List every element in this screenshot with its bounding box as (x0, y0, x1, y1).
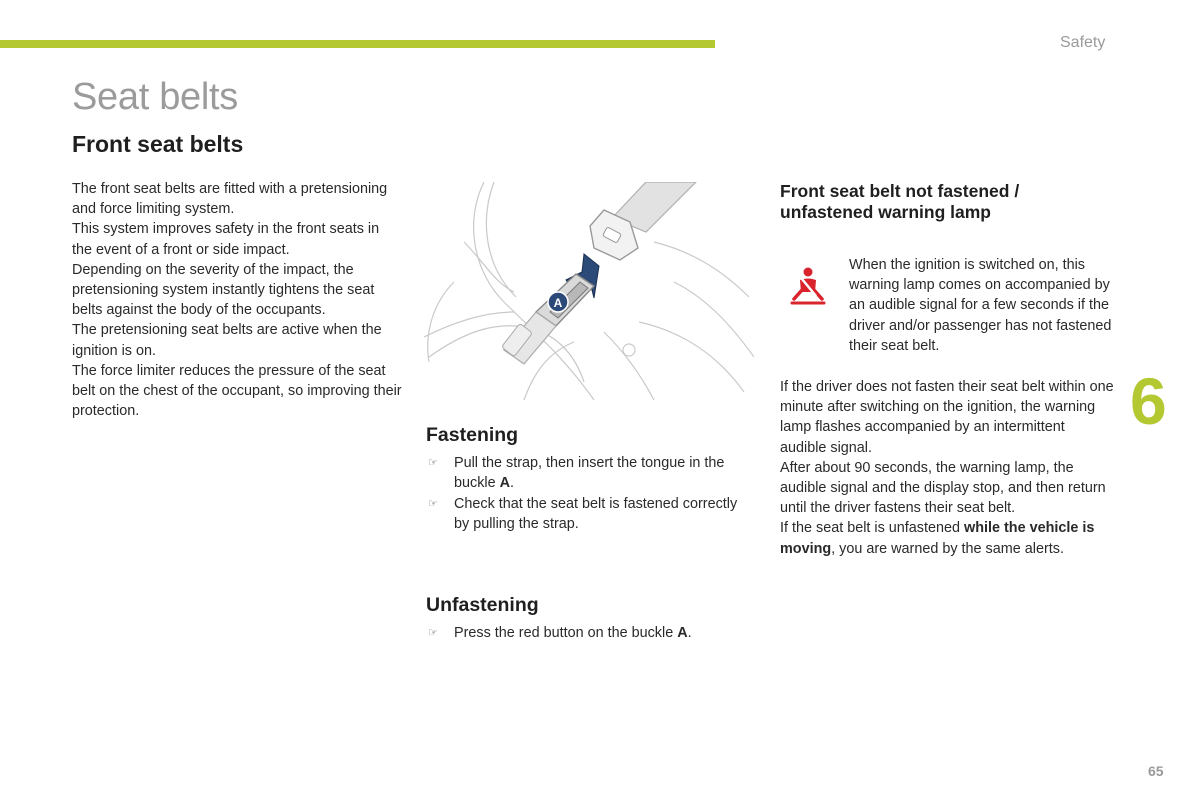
warning-paragraph: After about 90 seconds, the warning lamp, the audible signal and the display stop, and then return until the driver fastens their seat belt. (780, 459, 1106, 517)
fastening-steps (426, 453, 756, 534)
warning-paragraph: If the driver does not fasten their seat belt within one minute after switching on the ignition, the warning lamp flashes accompanied by an intermittent audible signal. (780, 379, 1114, 456)
seatbelt-warning-icon (790, 266, 826, 306)
header-accent-bar (0, 40, 715, 48)
list-item: ☞ Press the red button on the buckle A. (426, 623, 756, 643)
intro-paragraph: The pretensioning seat belts are active when the ignition is on. (72, 322, 382, 359)
warning-lamp-heading: Front seat belt not fastened / unfastened warning lamp (780, 181, 1020, 222)
chapter-number: 6 (1130, 364, 1167, 438)
pointing-hand-icon: ☞ (428, 627, 438, 640)
lamp-description (849, 255, 1119, 356)
list-item: ☞ Pull the strap, then insert the tongue in the buckle A. (428, 455, 725, 492)
page-title: Seat belts (72, 76, 238, 118)
intro-paragraph: This system improves safety in the front seats in the event of a front or side impact. (72, 221, 380, 258)
intro-paragraph: Depending on the severity of the impact, the pretensioning system instantly tightens the seat belts against the body of the occupants. (72, 261, 375, 319)
intro-paragraph: The force limiter reduces the pressure of the seat belt on the chest of the occupant, so improving their protection. (72, 362, 402, 420)
pointing-hand-icon: ☞ (428, 497, 438, 510)
lamp-description-text: When the ignition is switched on, this warning lamp comes on accompanied by an audible signal for a few seconds if the driver and/or passenger has not fastened their seat belt. (849, 257, 1112, 354)
intro-paragraph: The front seat belts are fitted with a pretensioning and force limiting system. (72, 181, 388, 218)
unfastening-steps (426, 623, 756, 643)
section-heading: Front seat belts (72, 131, 244, 157)
section-label: Safety (1060, 34, 1106, 51)
unfastening-section (426, 595, 756, 643)
unfastening-heading: Unfastening (426, 594, 539, 616)
seatbelt-buckle-drawing (424, 182, 754, 400)
warning-body (780, 377, 1115, 559)
buckle-label: A (553, 296, 563, 310)
pointing-hand-icon: ☞ (428, 457, 438, 470)
warning-paragraph: If the seat belt is unfastened while the vehicle is moving, you are warned by the same alerts. (780, 520, 1095, 557)
fastening-heading: Fastening (426, 424, 519, 446)
fastening-section (426, 425, 756, 534)
page-number: 65 (1148, 763, 1164, 779)
intro-text (72, 179, 402, 421)
list-item: ☞ Check that the seat belt is fastened correctly by pulling the strap. (428, 495, 738, 532)
seatbelt-buckle-illustration (424, 182, 754, 400)
